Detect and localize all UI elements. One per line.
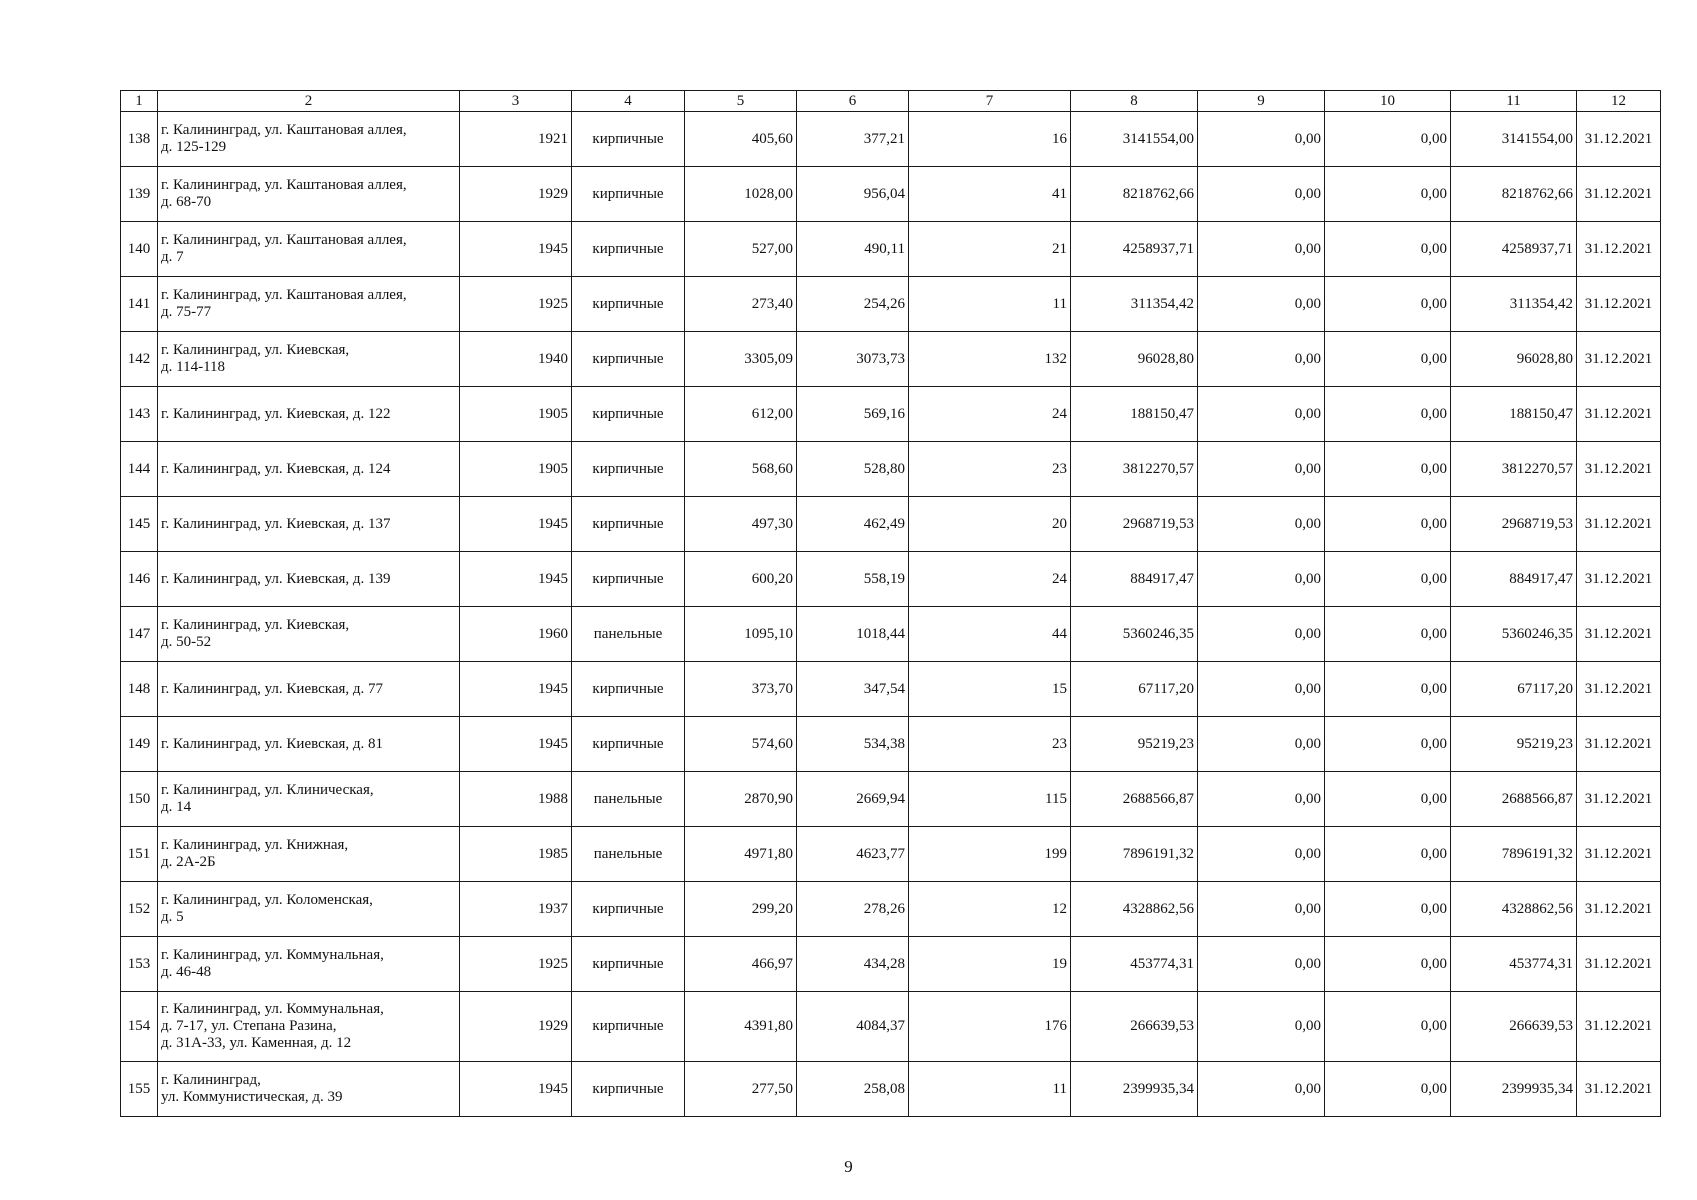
col10-cell: 0,00 [1325,717,1451,772]
row-number: 141 [121,277,158,332]
year-cell: 1905 [460,442,572,497]
col8-cell: 95219,23 [1071,717,1198,772]
wall-material-cell: кирпичные [572,277,685,332]
wall-material-cell: кирпичные [572,167,685,222]
col10-cell: 0,00 [1325,222,1451,277]
date-cell: 31.12.2021 [1577,992,1661,1062]
address-line: г. Калининград, ул. Клиническая, [161,782,374,798]
address-line: г. Калининград, ул. Коломенская, [161,892,373,908]
col10-cell: 0,00 [1325,1062,1451,1117]
table-body [121,112,1661,1117]
date-cell: 31.12.2021 [1577,112,1661,167]
address-line: д. 7 [161,249,184,265]
col9-cell: 0,00 [1198,497,1325,552]
table-row [121,937,1661,992]
date-cell: 31.12.2021 [1577,442,1661,497]
address-line: г. Калининград, ул. Каштановая аллея, [161,177,407,193]
col8-cell: 188150,47 [1071,387,1198,442]
row-number: 145 [121,497,158,552]
col8-cell: 311354,42 [1071,277,1198,332]
wall-material-cell: кирпичные [572,992,685,1062]
col5-cell: 3305,09 [685,332,797,387]
wall-material-cell: панельные [572,772,685,827]
address-line: г. Калининград, ул. Киевская, д. 137 [161,515,391,532]
row-number: 149 [121,717,158,772]
year-cell: 1929 [460,167,572,222]
row-number: 139 [121,167,158,222]
col5-cell: 273,40 [685,277,797,332]
year-cell: 1925 [460,937,572,992]
col7-cell: 24 [909,387,1071,442]
col6-cell: 258,08 [797,1062,909,1117]
col11-cell: 453774,31 [1451,937,1577,992]
address-cell [158,662,460,717]
col9-cell: 0,00 [1198,717,1325,772]
year-cell: 1937 [460,882,572,937]
address-line: г. Калининград, ул. Киевская, д. 139 [161,570,391,587]
col6-cell: 347,54 [797,662,909,717]
date-cell: 31.12.2021 [1577,552,1661,607]
wall-material-cell: панельные [572,607,685,662]
col5-cell: 299,20 [685,882,797,937]
col7-cell: 23 [909,717,1071,772]
column-header-7: 7 [909,91,1071,112]
col5-cell: 1028,00 [685,167,797,222]
col8-cell: 4258937,71 [1071,222,1198,277]
col6-cell: 569,16 [797,387,909,442]
date-cell: 31.12.2021 [1577,1062,1661,1117]
row-number: 140 [121,222,158,277]
column-header-8: 8 [1071,91,1198,112]
col11-cell: 2399935,34 [1451,1062,1577,1117]
row-number: 146 [121,552,158,607]
table-row [121,717,1661,772]
address-line: г. Калининград, ул. Каштановая аллея, [161,232,407,248]
address-line: г. Калининград, ул. Киевская, д. 122 [161,405,391,422]
col7-cell: 16 [909,112,1071,167]
col5-cell: 600,20 [685,552,797,607]
table-row [121,772,1661,827]
address-cell [158,442,460,497]
address-line: г. Калининград, ул. Книжная, [161,837,349,853]
row-number: 144 [121,442,158,497]
address-line: г. Калининград, ул. Каштановая аллея, [161,122,407,138]
col11-cell: 95219,23 [1451,717,1577,772]
col8-cell: 2688566,87 [1071,772,1198,827]
date-cell: 31.12.2021 [1577,717,1661,772]
col5-cell: 4391,80 [685,992,797,1062]
year-cell: 1945 [460,497,572,552]
address-cell [158,607,460,662]
col11-cell: 884917,47 [1451,552,1577,607]
col9-cell: 0,00 [1198,772,1325,827]
date-cell: 31.12.2021 [1577,332,1661,387]
address-cell [158,552,460,607]
col11-cell: 188150,47 [1451,387,1577,442]
col6-cell: 377,21 [797,112,909,167]
address-line: г. Калининград, ул. Киевская, д. 81 [161,735,384,752]
col11-cell: 2688566,87 [1451,772,1577,827]
col5-cell: 568,60 [685,442,797,497]
year-cell: 1945 [460,552,572,607]
table-header [121,91,1661,112]
col10-cell: 0,00 [1325,167,1451,222]
address-cell [158,167,460,222]
address-line: д. 114-118 [161,359,226,375]
col9-cell: 0,00 [1198,442,1325,497]
column-header-10: 10 [1325,91,1451,112]
year-cell: 1905 [460,387,572,442]
address-cell [158,277,460,332]
col7-cell: 15 [909,662,1071,717]
col7-cell: 41 [909,167,1071,222]
year-cell: 1985 [460,827,572,882]
col10-cell: 0,00 [1325,442,1451,497]
col6-cell: 490,11 [797,222,909,277]
col6-cell: 1018,44 [797,607,909,662]
col10-cell: 0,00 [1325,662,1451,717]
col8-cell: 2399935,34 [1071,1062,1198,1117]
row-number: 152 [121,882,158,937]
col10-cell: 0,00 [1325,112,1451,167]
col6-cell: 4623,77 [797,827,909,882]
col9-cell: 0,00 [1198,332,1325,387]
col11-cell: 67117,20 [1451,662,1577,717]
wall-material-cell: панельные [572,827,685,882]
year-cell: 1945 [460,222,572,277]
col8-cell: 7896191,32 [1071,827,1198,882]
wall-material-cell: кирпичные [572,222,685,277]
year-cell: 1960 [460,607,572,662]
col5-cell: 2870,90 [685,772,797,827]
table-row [121,662,1661,717]
address-cell [158,387,460,442]
col9-cell: 0,00 [1198,552,1325,607]
col10-cell: 0,00 [1325,992,1451,1062]
col11-cell: 2968719,53 [1451,497,1577,552]
year-cell: 1988 [460,772,572,827]
col9-cell: 0,00 [1198,662,1325,717]
year-cell: 1921 [460,112,572,167]
row-number: 153 [121,937,158,992]
table-row [121,1062,1661,1117]
col5-cell: 497,30 [685,497,797,552]
date-cell: 31.12.2021 [1577,937,1661,992]
col8-cell: 453774,31 [1071,937,1198,992]
column-number-row [121,91,1661,112]
col9-cell: 0,00 [1198,882,1325,937]
address-line: г. Калининград, ул. Коммунальная, [161,1001,384,1017]
col9-cell: 0,00 [1198,277,1325,332]
row-number: 148 [121,662,158,717]
table-row [121,277,1661,332]
document-sheet [120,90,1660,1117]
date-cell: 31.12.2021 [1577,497,1661,552]
col7-cell: 132 [909,332,1071,387]
col5-cell: 373,70 [685,662,797,717]
table-row [121,167,1661,222]
col9-cell: 0,00 [1198,167,1325,222]
wall-material-cell: кирпичные [572,387,685,442]
column-header-3: 3 [460,91,572,112]
col7-cell: 19 [909,937,1071,992]
year-cell: 1945 [460,717,572,772]
address-cell [158,827,460,882]
column-header-9: 9 [1198,91,1325,112]
table-row [121,607,1661,662]
address-line: д. 31А-33, ул. Каменная, д. 12 [161,1035,352,1051]
col8-cell: 67117,20 [1071,662,1198,717]
col8-cell: 4328862,56 [1071,882,1198,937]
date-cell: 31.12.2021 [1577,772,1661,827]
col9-cell: 0,00 [1198,1062,1325,1117]
date-cell: 31.12.2021 [1577,277,1661,332]
address-cell [158,717,460,772]
col11-cell: 4328862,56 [1451,882,1577,937]
year-cell: 1929 [460,992,572,1062]
address-cell [158,497,460,552]
col8-cell: 2968719,53 [1071,497,1198,552]
col8-cell: 266639,53 [1071,992,1198,1062]
wall-material-cell: кирпичные [572,112,685,167]
col10-cell: 0,00 [1325,497,1451,552]
date-cell: 31.12.2021 [1577,662,1661,717]
table-row [121,387,1661,442]
row-number: 138 [121,112,158,167]
table-row [121,332,1661,387]
table-row [121,112,1661,167]
col5-cell: 612,00 [685,387,797,442]
column-header-11: 11 [1451,91,1577,112]
address-cell [158,937,460,992]
page-number: 9 [844,1157,853,1176]
col11-cell: 5360246,35 [1451,607,1577,662]
col6-cell: 254,26 [797,277,909,332]
col6-cell: 534,38 [797,717,909,772]
address-line: г. Калининград, ул. Коммунальная, [161,947,384,963]
col11-cell: 311354,42 [1451,277,1577,332]
col10-cell: 0,00 [1325,937,1451,992]
row-number: 154 [121,992,158,1062]
address-line: д. 68-70 [161,194,212,210]
wall-material-cell: кирпичные [572,662,685,717]
col8-cell: 5360246,35 [1071,607,1198,662]
housing-registry-table [120,90,1661,1117]
row-number: 147 [121,607,158,662]
col5-cell: 1095,10 [685,607,797,662]
col9-cell: 0,00 [1198,387,1325,442]
column-header-5: 5 [685,91,797,112]
col9-cell: 0,00 [1198,222,1325,277]
table-row [121,442,1661,497]
col7-cell: 12 [909,882,1071,937]
col5-cell: 405,60 [685,112,797,167]
col9-cell: 0,00 [1198,827,1325,882]
row-number: 151 [121,827,158,882]
column-header-12: 12 [1577,91,1661,112]
col6-cell: 558,19 [797,552,909,607]
address-line: д. 14 [161,799,192,815]
row-number: 155 [121,1062,158,1117]
address-line: д. 125-129 [161,139,227,155]
column-header-4: 4 [572,91,685,112]
col5-cell: 277,50 [685,1062,797,1117]
date-cell: 31.12.2021 [1577,827,1661,882]
col7-cell: 11 [909,1062,1071,1117]
table-row [121,552,1661,607]
row-number: 143 [121,387,158,442]
col11-cell: 4258937,71 [1451,222,1577,277]
col7-cell: 115 [909,772,1071,827]
col7-cell: 44 [909,607,1071,662]
col6-cell: 2669,94 [797,772,909,827]
col8-cell: 3141554,00 [1071,112,1198,167]
table-row [121,992,1661,1062]
address-line: г. Калининград, ул. Киевская, [161,342,350,358]
col7-cell: 21 [909,222,1071,277]
wall-material-cell: кирпичные [572,882,685,937]
col11-cell: 3812270,57 [1451,442,1577,497]
col11-cell: 7896191,32 [1451,827,1577,882]
col8-cell: 884917,47 [1071,552,1198,607]
address-cell [158,332,460,387]
col9-cell: 0,00 [1198,607,1325,662]
row-number: 142 [121,332,158,387]
col10-cell: 0,00 [1325,552,1451,607]
col11-cell: 96028,80 [1451,332,1577,387]
date-cell: 31.12.2021 [1577,607,1661,662]
address-line: г. Калининград, ул. Киевская, [161,617,350,633]
table-row [121,497,1661,552]
wall-material-cell: кирпичные [572,1062,685,1117]
col11-cell: 3141554,00 [1451,112,1577,167]
column-header-1: 1 [121,91,158,112]
address-line: г. Калининград, [161,1072,261,1088]
address-cell [158,112,460,167]
address-cell [158,1062,460,1117]
col8-cell: 3812270,57 [1071,442,1198,497]
address-line: г. Калининград, ул. Киевская, д. 124 [161,460,391,477]
address-line: ул. Коммунистическая, д. 39 [161,1089,343,1105]
col11-cell: 8218762,66 [1451,167,1577,222]
address-line: г. Калининград, ул. Киевская, д. 77 [161,680,384,697]
address-cell [158,882,460,937]
col6-cell: 4084,37 [797,992,909,1062]
address-cell [158,222,460,277]
col5-cell: 4971,80 [685,827,797,882]
col7-cell: 23 [909,442,1071,497]
col6-cell: 278,26 [797,882,909,937]
date-cell: 31.12.2021 [1577,387,1661,442]
date-cell: 31.12.2021 [1577,882,1661,937]
address-line: д. 75-77 [161,304,212,320]
address-line: г. Калининград, ул. Каштановая аллея, [161,287,407,303]
col8-cell: 8218762,66 [1071,167,1198,222]
date-cell: 31.12.2021 [1577,222,1661,277]
col10-cell: 0,00 [1325,827,1451,882]
wall-material-cell: кирпичные [572,552,685,607]
date-cell: 31.12.2021 [1577,167,1661,222]
col10-cell: 0,00 [1325,772,1451,827]
col9-cell: 0,00 [1198,112,1325,167]
wall-material-cell: кирпичные [572,717,685,772]
col7-cell: 20 [909,497,1071,552]
address-line: д. 7-17, ул. Степана Разина, [161,1018,337,1034]
year-cell: 1945 [460,662,572,717]
col10-cell: 0,00 [1325,882,1451,937]
column-header-6: 6 [797,91,909,112]
address-cell [158,992,460,1062]
col9-cell: 0,00 [1198,937,1325,992]
table-row [121,222,1661,277]
wall-material-cell: кирпичные [572,937,685,992]
address-line: д. 46-48 [161,964,212,980]
year-cell: 1940 [460,332,572,387]
year-cell: 1945 [460,1062,572,1117]
col10-cell: 0,00 [1325,387,1451,442]
col6-cell: 434,28 [797,937,909,992]
col6-cell: 462,49 [797,497,909,552]
col8-cell: 96028,80 [1071,332,1198,387]
col11-cell: 266639,53 [1451,992,1577,1062]
col5-cell: 527,00 [685,222,797,277]
column-header-2: 2 [158,91,460,112]
row-number: 150 [121,772,158,827]
col6-cell: 3073,73 [797,332,909,387]
table-row [121,882,1661,937]
col10-cell: 0,00 [1325,332,1451,387]
col6-cell: 528,80 [797,442,909,497]
wall-material-cell: кирпичные [572,332,685,387]
col6-cell: 956,04 [797,167,909,222]
address-line: д. 5 [161,909,184,925]
address-line: д. 50-52 [161,634,212,650]
table-row [121,827,1661,882]
col7-cell: 24 [909,552,1071,607]
year-cell: 1925 [460,277,572,332]
address-cell [158,772,460,827]
col9-cell: 0,00 [1198,992,1325,1062]
col10-cell: 0,00 [1325,607,1451,662]
wall-material-cell: кирпичные [572,442,685,497]
col5-cell: 466,97 [685,937,797,992]
col7-cell: 176 [909,992,1071,1062]
col7-cell: 199 [909,827,1071,882]
col5-cell: 574,60 [685,717,797,772]
address-line: д. 2А-2Б [161,854,216,870]
col7-cell: 11 [909,277,1071,332]
col10-cell: 0,00 [1325,277,1451,332]
wall-material-cell: кирпичные [572,497,685,552]
